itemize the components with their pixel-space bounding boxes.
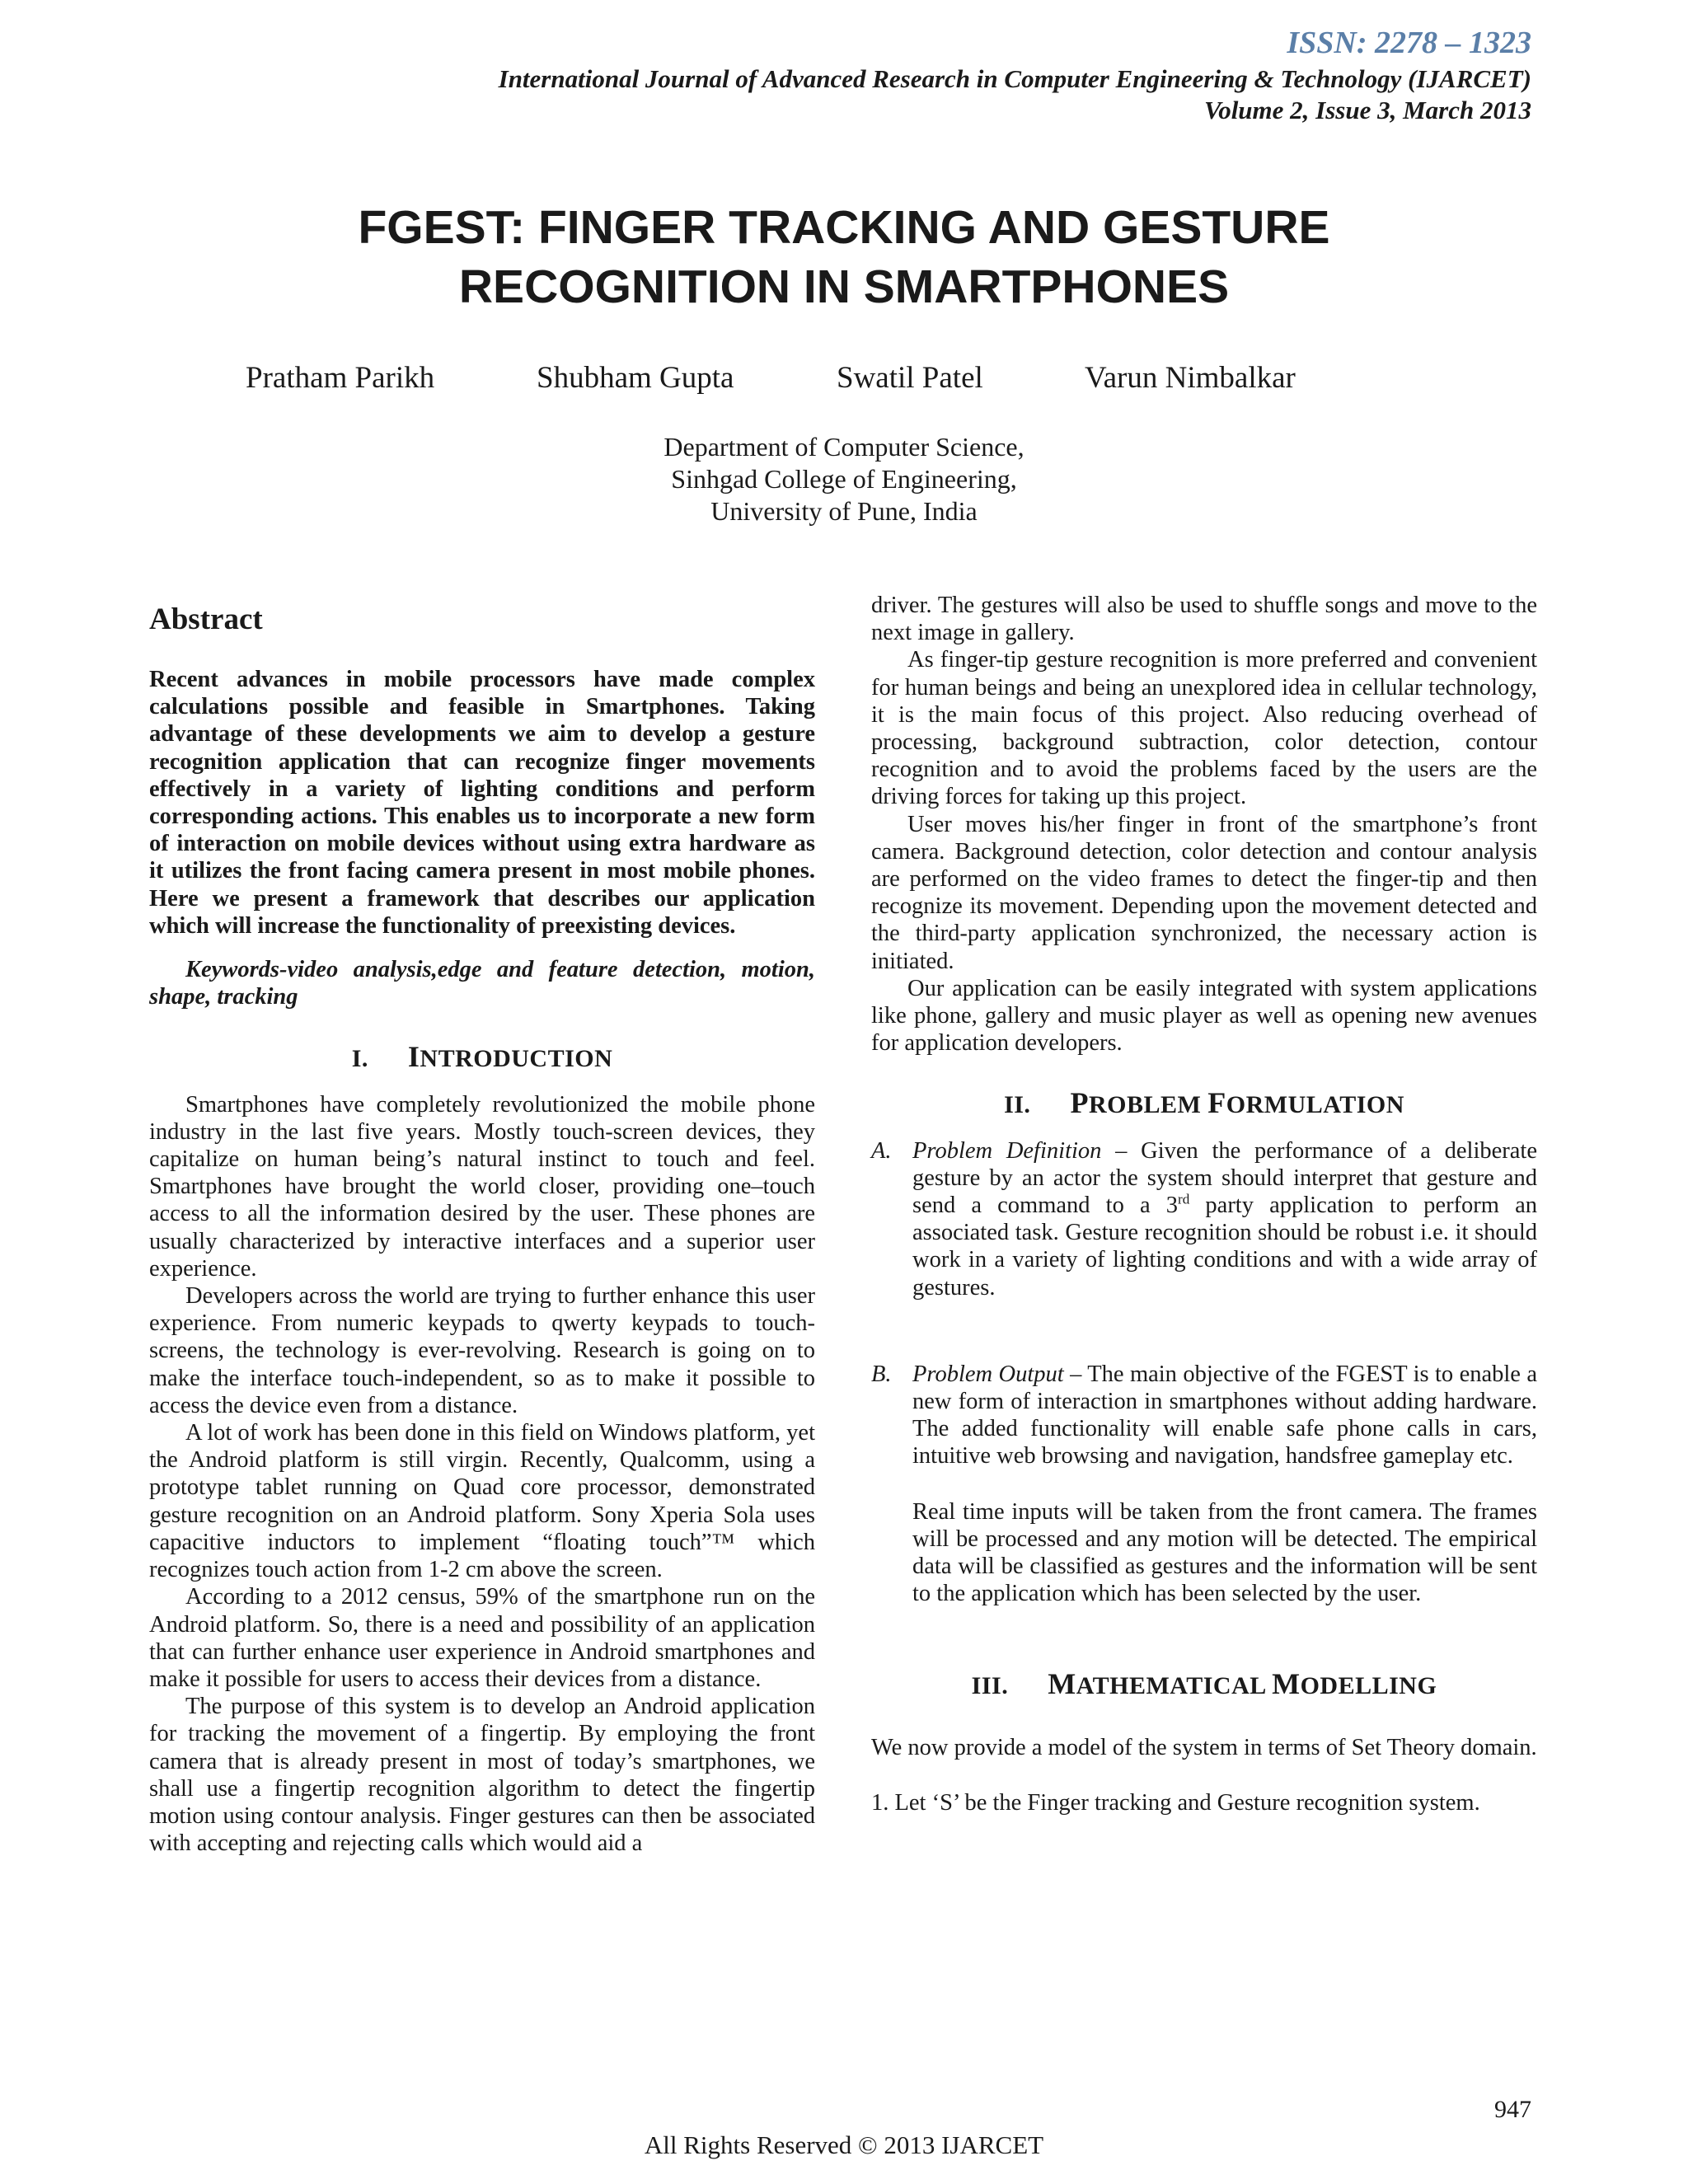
paragraph: We now provide a model of the system in terms of Set Theory domain. — [871, 1734, 1537, 1760]
affiliation-line: University of Pune, India — [710, 496, 978, 526]
right-column — [871, 592, 1537, 1816]
subsection-title: Problem Definition — [912, 1137, 1102, 1164]
title-line-1: FGEST: FINGER TRACKING AND GESTURE — [358, 201, 1330, 254]
paragraph: As finger-tip gesture recognition is more preferred and convenient for human beings and being an unexplored idea in cellular technology, it is the main focus of this project. Also reducing overhead of processing, background subtraction, color detection, contour recognition and to avoid the problems faced by the users are the driving forces for taking up this project. — [871, 647, 1537, 810]
abstract-body: Recent advances in mobile processors have made complex calculations possible and feasible in Smartphones. Taking advantage of these developments we aim to develop a gesture recognition application that can recognize finger movements effectively in a variety of lighting conditions and perform corresponding actions. This enables us to incorporate a new form of interaction on mobile devices without using extra hardware as it utilizes the front facing camera present in most mobile phones. Here we present a framework that describes our application which will increase the functionality of preexisting devices. — [149, 667, 815, 939]
section-heading-introduction: I. INTRODUCTION — [351, 1040, 613, 1074]
paragraph: Real time inputs will be taken from the front camera. The frames will be processed and any motion will be detected. The empirical data will be classified as gestures and the information will be sent to the application which has been selected by the user. — [912, 1498, 1537, 1607]
author-name: Varun Nimbalkar — [1085, 361, 1296, 395]
subsection-label: B. — [871, 1361, 892, 1387]
journal-name: International Journal of Advanced Research in Computer Engineering & Technology (IJARCET) — [498, 64, 1531, 93]
author-name: Pratham Parikh — [246, 361, 435, 395]
author-list — [0, 360, 1688, 401]
subsection-label: A. — [871, 1137, 892, 1164]
paragraph: Smartphones have completely revolutionized the mobile phone industry in the last five years. Mostly touch-screen devices, they capitalize on human being’s natural instinct to touch and feel. Smartphones have brought the world closer, providing one–touch access to all the information desired by the user. These phones are usually characterized by interactive interfaces and a superior user experience. — [149, 1091, 815, 1282]
paragraph: Developers across the world are trying to further enhance this user experience. From numeric keypads to qwerty keypads to touch-screens, the technology is ever-revolving. Research is going on to make the interface touch-independent, so as to make it possible to access the device even from a distance. — [149, 1283, 815, 1418]
section-number: III. — [971, 1671, 1009, 1699]
affiliation-line: Sinhgad College of Engineering, — [671, 464, 1017, 494]
paper-title — [0, 198, 1688, 316]
keywords: Keywords-video analysis,edge and feature detection, motion, shape, tracking — [149, 957, 815, 1010]
affiliation-line: Department of Computer Science, — [663, 432, 1025, 462]
issn-header: ISSN: 2278 – 1323 — [1287, 26, 1531, 60]
paragraph: User moves his/her finger in front of the smartphone’s front camera. Background detection, color detection and contour analysis are performed on the video frames to detect the finger-tip and then recognize its movement. Depending upon the movement detected and the third-party application synchronized, the necessary action is initiated. — [871, 811, 1537, 974]
problem-output: B. Problem Output – The main objective of the FGEST is to enable a new form of interaction in smartphones without adding hardware. The added functionality will enable safe phone calls in cars, intuitive web browsing and navigation, handsfree gameplay etc. — [871, 1361, 1537, 1469]
paragraph: driver. The gestures will also be used to shuffle songs and move to the next image in gallery. — [871, 593, 1537, 646]
title-line-2: RECOGNITION IN SMARTPHONES — [458, 260, 1230, 313]
affiliation — [0, 431, 1688, 527]
paragraph: The purpose of this system is to develop an Android application for tracking the movement of a fingertip. By employing the front camera that is already present in most of today’s smartphones, we shall use a fingertip recognition algorithm to detect the fingertip motion using contour analysis. Finger gestures can then be associated with accepting and rejecting calls which would aid a — [149, 1694, 815, 1857]
author-name: Shubham Gupta — [537, 361, 734, 395]
copyright-footer: All Rights Reserved © 2013 IJARCET — [644, 2130, 1044, 2159]
problem-definition: A. Problem Definition – Given the performance of a deliberate gesture by an actor the system should interpret that gesture and send a command to a 3rd party application to perform an associated task. Gesture recognition should be robust i.e. it should work in a variety of lighting conditions and with a wide array of gestures. — [871, 1137, 1537, 1301]
abstract-heading: Abstract — [149, 602, 263, 636]
subsection-title: Problem Output — [912, 1361, 1064, 1387]
section-heading-problem-formulation: II. PROBLEM FORMULATION — [1004, 1086, 1404, 1120]
paragraph: 1. Let ‘S’ be the Finger tracking and Gesture recognition system. — [871, 1789, 1480, 1816]
section-heading-mathematical-modelling: III. MATHEMATICAL MODELLING — [971, 1666, 1437, 1700]
paragraph: Our application can be easily integrated with system applications like phone, gallery and music player as well as opening new avenues for application developers. — [871, 975, 1537, 1057]
paragraph: According to a 2012 census, 59% of the smartphone run on the Android platform. So, there is a need and possibility of an application that can further enhance user experience in Android smartphones and make it possible for users to access their devices from a distance. — [149, 1584, 815, 1692]
page-number: 947 — [1494, 2096, 1531, 2123]
paragraph: A lot of work has been done in this field on Windows platform, yet the Android platform is still virgin. Recently, Qualcomm, using a prototype tablet running on Quad core processor, demonstrated gesture recognition on an Android platform. Sony Xperia Sola uses capacitive inductors to implement “floating touch”™ which recognizes touch action from 1-2 cm above the screen. — [149, 1420, 815, 1583]
section-number: II. — [1004, 1091, 1031, 1119]
author-name: Swatil Patel — [837, 361, 983, 395]
section-number: I. — [351, 1045, 368, 1073]
journal-volume: Volume 2, Issue 3, March 2013 — [1203, 96, 1531, 124]
left-column — [149, 592, 815, 1857]
